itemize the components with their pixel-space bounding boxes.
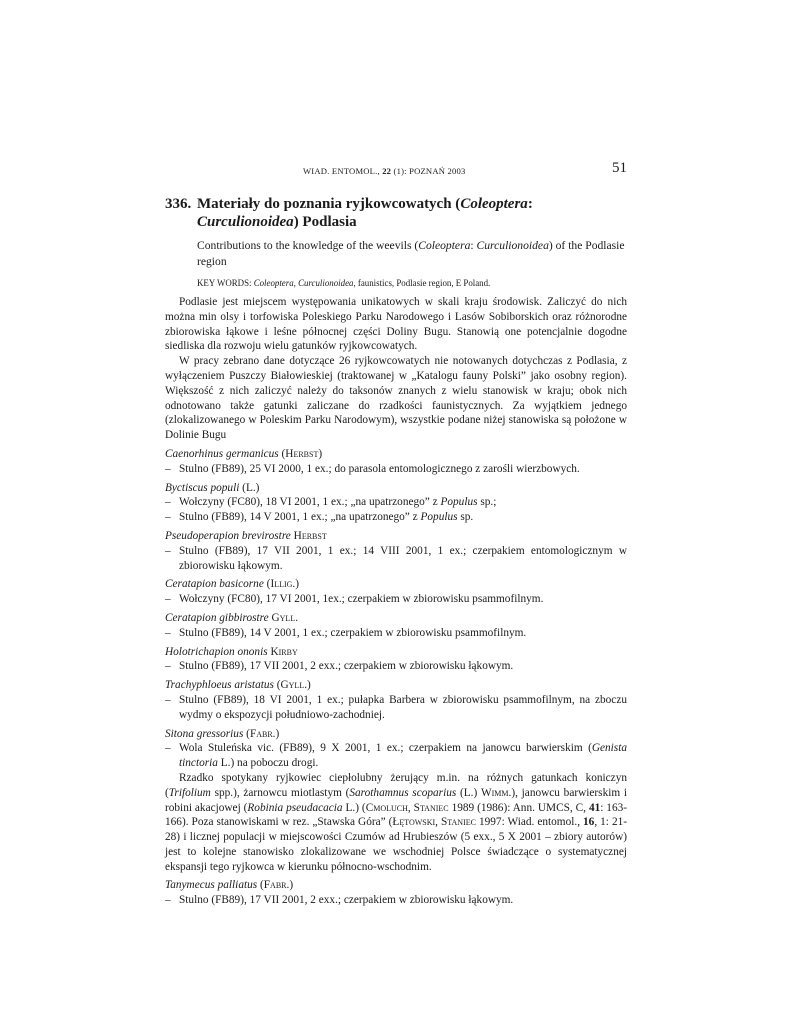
text-run: Fabr. [263, 879, 290, 892]
text-run: , 1: 21-28) i licznej populacji w miejscowości Czumów ad Hrubieszów (5 exx., 5 X 2001 – zbiory autorów) jest to kolejne stanowisko zlokalizowane we wschodniej Polsce świadczące o systematycznej ekspansji tego ryjkowca w kierunku północno-wschodnim. [165, 816, 627, 873]
text-run: , [435, 816, 441, 829]
species-name [165, 611, 627, 626]
text-run: L.) ( [342, 801, 366, 814]
species-entry [165, 611, 627, 641]
text-run: 1989 (1986): Ann. UMCS, C, [448, 801, 589, 814]
text-run: Gyll. [271, 611, 299, 624]
text-run: (L.) [456, 786, 481, 799]
text-run: Trachyphloeus aristatus [165, 679, 274, 692]
locality-record [165, 495, 627, 510]
text-run: Stulno (FB89), 17 VII 2001, 2 exx.; czerpakiem w zbiorowisku łąkowym. [179, 660, 514, 673]
text-run: Tanymecus palliatus [165, 879, 258, 892]
locality-record [165, 893, 627, 908]
text-run: Ceratapion gibbirostre [165, 611, 269, 624]
species-name [165, 727, 627, 742]
text-run: ) [307, 679, 311, 692]
species-entry [165, 678, 627, 722]
species-entry [165, 645, 627, 675]
text-run: , [407, 801, 414, 814]
text-run: Wołczyny (FC80), 17 VI 2001, 1ex.; czerpakiem w zbiorowisku psammofilnym. [179, 593, 544, 606]
text-run: , [293, 278, 299, 288]
text-run: Illig. [270, 578, 296, 591]
text-run: ( [257, 879, 264, 892]
text-run: ) [295, 578, 300, 591]
text-run: (L.) [239, 481, 260, 494]
text-run: Coleoptera [418, 239, 471, 252]
text-run: ( [263, 578, 271, 591]
text-run: ) [289, 879, 294, 892]
species-entry [165, 481, 627, 525]
text-run: ( [278, 447, 286, 460]
locality-record [165, 626, 627, 641]
text-run: Stulno (FB89), 18 VI 2001, 1 ex.; pułapka Barbera w zbiorowisku psammofilnym, na zboczu wydmy o ekspozycji południowo-zachodniej. [179, 693, 627, 721]
record-dash: – [165, 693, 171, 706]
text-run: Curculionoidea [476, 239, 549, 252]
text-run: Coleoptera [460, 196, 528, 212]
species-name [165, 645, 627, 660]
record-dash: – [165, 626, 171, 639]
text-run: Genista tinctoria [179, 742, 627, 770]
text-run: ( [273, 679, 281, 692]
text-run: ( [243, 727, 250, 740]
locality-record [165, 741, 627, 771]
species-entry [165, 577, 627, 607]
text-run: Herbst [285, 447, 319, 460]
text-run: (1): POZNAŃ 2003 [391, 166, 466, 176]
species-name [165, 481, 627, 496]
species-name [165, 447, 627, 462]
text-run: ) Podlasia [293, 213, 357, 230]
text-run: : 163-166). Poza stanowiskami w rez. „Stawska Góra” ( [165, 801, 628, 829]
locality-record [165, 659, 627, 674]
body-paragraph [165, 295, 627, 354]
text-run: Pseudoperapion brevirostre [165, 529, 291, 542]
running-head [303, 166, 465, 176]
text-run: Wołczyny (FC80), 18 VI 2001, 1 ex.; „na upatrzonego” z [179, 496, 441, 509]
text-run: ) of the Podlasie region [197, 239, 625, 268]
record-dash: – [165, 496, 171, 509]
article-title [165, 196, 627, 231]
species-name [165, 878, 627, 893]
text-run: Trifolium [168, 786, 211, 799]
text-run: Rzadko spotykany ryjkowiec ciepłolubny żerujący m.in. na różnych gatunkach koniczyn ( [165, 771, 627, 799]
record-dash: – [165, 511, 171, 524]
text-run: Podlasie jest miejscem występowania unikatowych w skali kraju środowisk. Zaliczyć do nich można min olsy i torfowiska Poleskiego Parku Narodowego i Lasów Sobiborskich oraz różnorodne zbiorowiska łąkowe i leśne północnej części Doliny Bugu. Stanowią one potencjalnie dogodne siedliska dla rozwoju wielu gatunków ryjkowcowatych. [165, 296, 627, 353]
text-run: Contributions to the knowledge of the weevils ( [197, 239, 419, 252]
text-run: Coleoptera [253, 278, 294, 288]
text-run: Curculionoidea [197, 213, 294, 230]
record-dash: – [165, 742, 171, 755]
text-run: 41 [588, 801, 601, 814]
record-dash: – [165, 462, 171, 475]
locality-record [165, 544, 627, 574]
text-run: Stulno (FB89), 17 VII 2001, 1 ex.; 14 VIII 2001, 1 ex.; czerpakiem entomologicznym w zbiorowisku łąkowym. [179, 544, 627, 572]
text-run: spp.), żarnowcu miotlastym ( [210, 786, 350, 799]
text-run: KEY WORDS: [197, 278, 254, 288]
text-run: Wola Stuleńska vic. (FB89), 9 X 2001, 1 ex.; czerpakiem na janowcu barwierskim ( [179, 742, 592, 755]
text-run: Kirby [270, 645, 298, 658]
text-run: 22 [382, 166, 392, 176]
body-paragraph [165, 354, 627, 443]
introduction [165, 295, 627, 443]
species-entry [165, 447, 627, 477]
text-run: WIAD. ENTOMOL., [303, 166, 383, 176]
species-entry [165, 529, 627, 573]
species-name [165, 577, 627, 592]
text-run: Fabr. [249, 727, 276, 740]
locality-record [165, 693, 627, 723]
text-run: ), janowcu barwierskim i robini akacjowej ( [165, 786, 628, 814]
text-run: Stulno (FB89), 25 VI 2000, 1 ex.; do parasola entomologicznego z zarośli wierzbowych. [179, 462, 580, 475]
text-run: Caenorhinus germanicus [165, 447, 279, 460]
text-run: Sarothamnus scoparius [349, 786, 457, 799]
english-title [165, 238, 627, 269]
locality-record [165, 592, 627, 607]
text-run: ) [275, 727, 280, 740]
text-run: , faunistics, Podlasie region, E Poland. [353, 278, 491, 288]
species-name [165, 529, 627, 544]
text-run: Populus [440, 496, 478, 509]
record-dash: – [165, 660, 171, 673]
text-run: Populus [420, 511, 458, 524]
text-run: : [470, 239, 477, 252]
text-run: 1997: Wiad. entomol., [475, 816, 584, 829]
text-run: sp. [457, 511, 474, 524]
record-dash: – [165, 544, 171, 557]
text-run: Wimm. [480, 786, 512, 799]
species-note [165, 771, 627, 875]
text-run: Stulno (FB89), 14 V 2001, 1 ex.; czerpakiem w zbiorowisku psammofilnym. [179, 626, 527, 639]
text-run: Staniec [413, 801, 449, 814]
text-run: Staniec [441, 816, 476, 829]
locality-record [165, 510, 627, 525]
text-run: Stulno (FB89), 17 VII 2001, 2 exx.; czerpakiem w zbiorowisku łąkowym. [179, 894, 514, 907]
text-run: Gyll. [280, 679, 308, 692]
text-run: Curculionoidea [298, 278, 354, 288]
text-run: : [527, 196, 533, 212]
text-run: 16 [583, 816, 595, 829]
text-run: sp.; [477, 496, 497, 509]
record-dash: – [165, 894, 171, 907]
text-run: Herbst [293, 529, 327, 542]
text-run: Sitona gressorius [165, 727, 244, 740]
species-name [165, 678, 627, 693]
text-run: Robinia pseudacacia [247, 801, 343, 814]
species-list [165, 447, 627, 908]
article-title-text [197, 196, 533, 230]
text-run: L.) na poboczu drogi. [217, 757, 319, 770]
species-entry [165, 727, 627, 875]
article-body [165, 196, 627, 908]
text-run: Materiały do poznania ryjkowcowatych ( [197, 196, 461, 212]
text-run: Holotrichapion ononis [165, 645, 268, 658]
text-run: Łętowski [392, 816, 436, 829]
record-dash: – [165, 593, 171, 606]
text-run: ) [318, 447, 323, 460]
key-words [165, 278, 627, 289]
page-number: 51 [612, 160, 627, 176]
text-run: W pracy zebrano dane dotyczące 26 ryjkowcowatych nie notowanych dotychczas z Podlasia, z wyłączeniem Puszczy Białowieskiej (traktowanej w „Katalogu fauny Polski” jako osobny region). Większość z nich zaliczyć należy do taksonów znanych z wielu stanowisk w kraju; obok nich odnotowano także gatunki zaliczane do rzadkości faunistycznych. Za wyjątkiem jednego (zlokalizowanego w Poleskim Parku Narodowym), wszystkie podane niżej stanowiska są położone w Dolinie Bugu [165, 355, 627, 442]
locality-record [165, 462, 627, 477]
article-number: 336. [165, 196, 192, 212]
text-run: Byctiscus populi [165, 481, 240, 494]
text-run: Cmoluch [365, 801, 408, 814]
page-header [165, 160, 627, 180]
text-run: Ceratapion basicorne [165, 578, 264, 591]
text-run: Stulno (FB89), 14 V 2001, 1 ex.; „na upatrzonego” z [179, 511, 421, 524]
species-entry [165, 878, 627, 908]
